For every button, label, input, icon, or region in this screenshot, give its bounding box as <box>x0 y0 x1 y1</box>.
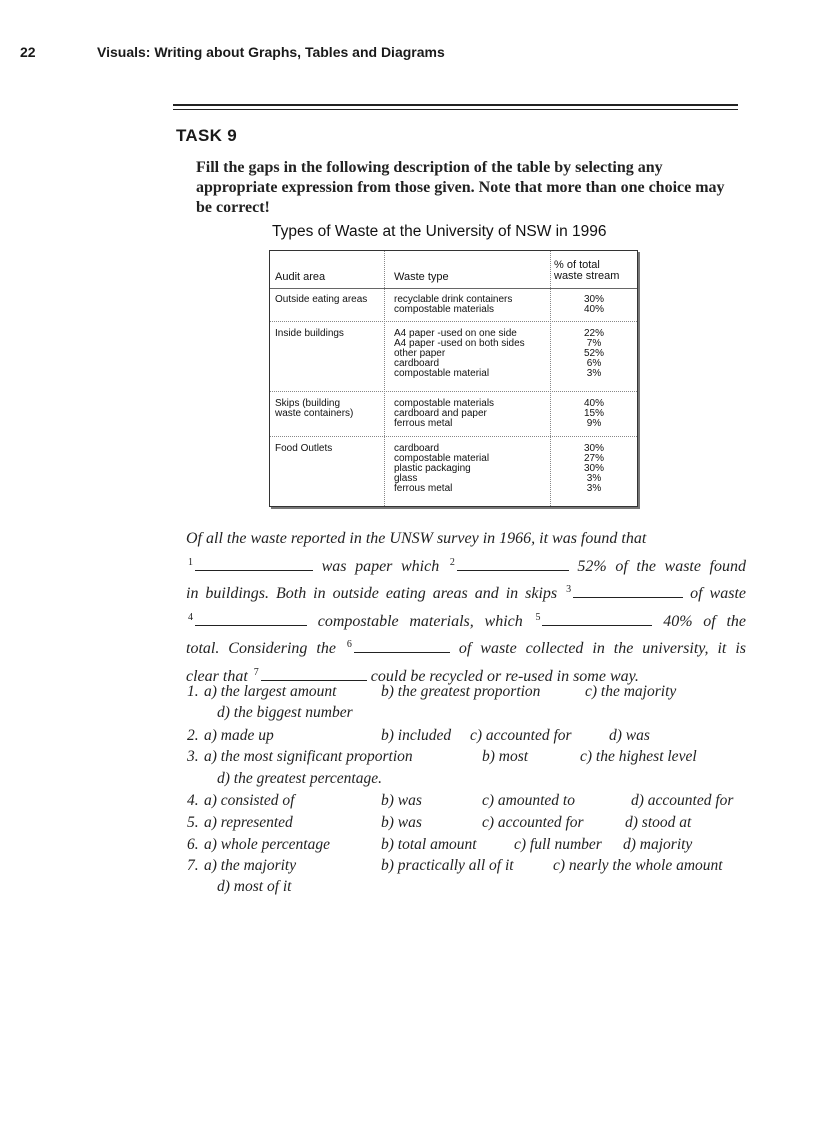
gap-1-blank[interactable] <box>195 557 313 571</box>
top-rule-thin <box>173 109 738 110</box>
option-choice[interactable]: d) most of it <box>217 878 292 895</box>
waste-type-cell: compostable material <box>394 453 490 464</box>
waste-type-cell: ferrous metal <box>394 483 453 494</box>
passage-text: 40% of the <box>663 612 747 630</box>
percent-cell: 30% <box>583 294 604 305</box>
waste-type-cell: A4 paper -used on both sides <box>394 338 525 349</box>
option-choice[interactable]: a) whole percentage <box>204 836 330 853</box>
waste-table <box>269 250 638 507</box>
option-number: 1. <box>187 683 199 700</box>
waste-type-cell: cardboard <box>394 443 440 454</box>
percent-cell: 27% <box>583 453 604 464</box>
percent-cell: 52% <box>583 348 604 359</box>
option-choice[interactable]: a) made up <box>204 727 274 744</box>
passage-line <box>186 633 746 661</box>
task-instructions: Fill the gaps in the following description of the table by selecting any appropriate expression from those given. Note that more than one choice may be correct! <box>196 159 725 216</box>
option-choice[interactable]: c) amounted to <box>482 792 575 809</box>
option-choice[interactable]: c) the highest level <box>580 748 697 765</box>
option-choice[interactable]: a) consisted of <box>204 792 295 809</box>
option-choice[interactable]: a) represented <box>204 814 293 831</box>
audit-area-label: Outside eating areas <box>275 294 368 305</box>
task-title: TASK 9 <box>176 126 237 145</box>
option-number: 3. <box>187 748 199 765</box>
passage-text: of waste <box>690 585 746 602</box>
table-title: Types of Waste at the University of NSW in 1996 <box>272 223 607 240</box>
running-title: Visuals: Writing about Graphs, Tables and Diagrams <box>97 44 445 60</box>
gap-5-blank[interactable] <box>542 612 652 626</box>
option-choice[interactable]: c) accounted for <box>482 814 584 831</box>
header-pct-line2: waste stream <box>554 270 620 282</box>
passage-line <box>186 551 746 579</box>
percent-cell: 30% <box>583 443 604 454</box>
audit-area-label: Inside buildings <box>275 328 344 339</box>
option-choice[interactable]: d) was <box>609 727 650 744</box>
percent-cell: 6% <box>586 358 602 369</box>
passage-text: in buildings. Both in outside eating areas and in skips <box>186 585 565 602</box>
percent-cell: 3% <box>586 473 602 484</box>
passage-line <box>186 527 746 551</box>
option-choice[interactable]: c) full number <box>514 836 602 853</box>
waste-type-cell: compostable materials <box>394 304 495 315</box>
group-separator <box>270 436 637 437</box>
option-number: 2. <box>187 727 199 744</box>
passage-text: of waste collected in the university, it is <box>458 640 746 657</box>
passage-line <box>186 606 746 634</box>
column-divider <box>384 251 385 506</box>
option-number: 7. <box>187 857 199 874</box>
waste-type-cell: cardboard <box>394 358 440 369</box>
option-choice[interactable]: d) the biggest number <box>217 704 353 721</box>
waste-type-cell: A4 paper -used on one side <box>394 328 517 339</box>
header-separator <box>270 288 637 289</box>
option-choice[interactable]: b) most <box>482 748 529 765</box>
gap-number-5: 5 <box>535 611 541 623</box>
waste-type-cell: other paper <box>394 348 446 359</box>
option-choice[interactable]: b) practically all of it <box>381 857 514 874</box>
option-choice[interactable]: a) the largest amount <box>204 683 337 700</box>
passage-text: 52% of the waste found <box>577 557 747 575</box>
option-choice[interactable]: a) the most significant proportion <box>204 748 413 765</box>
passage-text: total. Considering the <box>186 640 345 657</box>
option-number: 6. <box>187 836 199 853</box>
header-waste-type: Waste type <box>394 271 449 283</box>
passage-text: compostable materials, which <box>317 612 534 630</box>
percent-cell: 9% <box>586 418 602 429</box>
option-choice[interactable]: c) accounted for <box>470 727 572 744</box>
gap-2-blank[interactable] <box>457 557 569 571</box>
gap-7-blank[interactable] <box>261 667 367 681</box>
option-choice[interactable]: b) the greatest proportion <box>381 683 541 700</box>
gap-3-blank[interactable] <box>573 584 683 598</box>
gap-4-blank[interactable] <box>195 612 307 626</box>
gap-6-blank[interactable] <box>354 639 450 653</box>
waste-type-cell: compostable materials <box>394 398 495 409</box>
option-choice[interactable]: d) the greatest percentage. <box>217 770 382 787</box>
percent-cell: 30% <box>583 463 604 474</box>
gap-number-1: 1 <box>188 556 193 568</box>
passage-text: Of all the waste reported in the UNSW survey in 1966, it was found that <box>186 530 647 547</box>
gap-number-4: 4 <box>188 611 193 623</box>
gap-number-3: 3 <box>566 584 572 595</box>
header-pct-line1: % of total <box>554 259 600 271</box>
option-number: 5. <box>187 814 199 831</box>
waste-type-cell: compostable material <box>394 368 490 379</box>
percent-cell: 15% <box>583 408 604 419</box>
waste-type-cell: ferrous metal <box>394 418 453 429</box>
option-choice[interactable]: b) included <box>381 727 452 744</box>
waste-type-cell: glass <box>394 473 418 484</box>
header-audit-area: Audit area <box>275 271 326 283</box>
option-choice[interactable]: c) the majority <box>585 683 677 700</box>
group-separator <box>270 321 637 322</box>
waste-type-cell: recyclable drink containers <box>394 294 513 305</box>
gap-number-2: 2 <box>449 556 455 568</box>
waste-type-cell: plastic packaging <box>394 463 471 474</box>
passage-line <box>186 578 746 606</box>
option-number: 4. <box>187 792 199 809</box>
percent-cell: 22% <box>583 328 604 339</box>
group-separator <box>270 391 637 392</box>
audit-area-label: Food Outlets <box>275 443 333 454</box>
passage-text: was paper which <box>321 557 448 575</box>
gap-number-7: 7 <box>253 666 259 678</box>
option-choice[interactable]: d) accounted for <box>631 792 734 809</box>
percent-cell: 40% <box>583 304 604 315</box>
top-rule <box>173 104 738 106</box>
percent-cell: 3% <box>586 483 602 494</box>
passage-text: clear that <box>186 667 252 685</box>
percent-cell: 7% <box>586 338 602 349</box>
option-choice[interactable]: d) majority <box>623 836 693 853</box>
option-choice[interactable]: a) the majority <box>204 857 297 874</box>
gap-fill-passage <box>186 527 746 688</box>
option-choice[interactable]: d) stood at <box>625 814 692 831</box>
percent-cell: 3% <box>586 368 602 379</box>
audit-area-label: waste containers) <box>275 408 354 419</box>
percent-cell: 40% <box>583 398 604 409</box>
audit-area-label: Skips (building <box>275 398 341 409</box>
option-choice[interactable]: b) was <box>381 814 422 831</box>
gap-number-6: 6 <box>346 639 352 650</box>
option-choice[interactable]: c) nearly the whole amount <box>553 857 723 874</box>
page-number: 22 <box>20 44 36 60</box>
waste-type-cell: cardboard and paper <box>394 408 487 419</box>
option-choice[interactable]: b) was <box>381 792 422 809</box>
option-choice[interactable]: b) total amount <box>381 836 477 853</box>
passage-text: could be recycled or re-used in some way. <box>370 667 639 685</box>
